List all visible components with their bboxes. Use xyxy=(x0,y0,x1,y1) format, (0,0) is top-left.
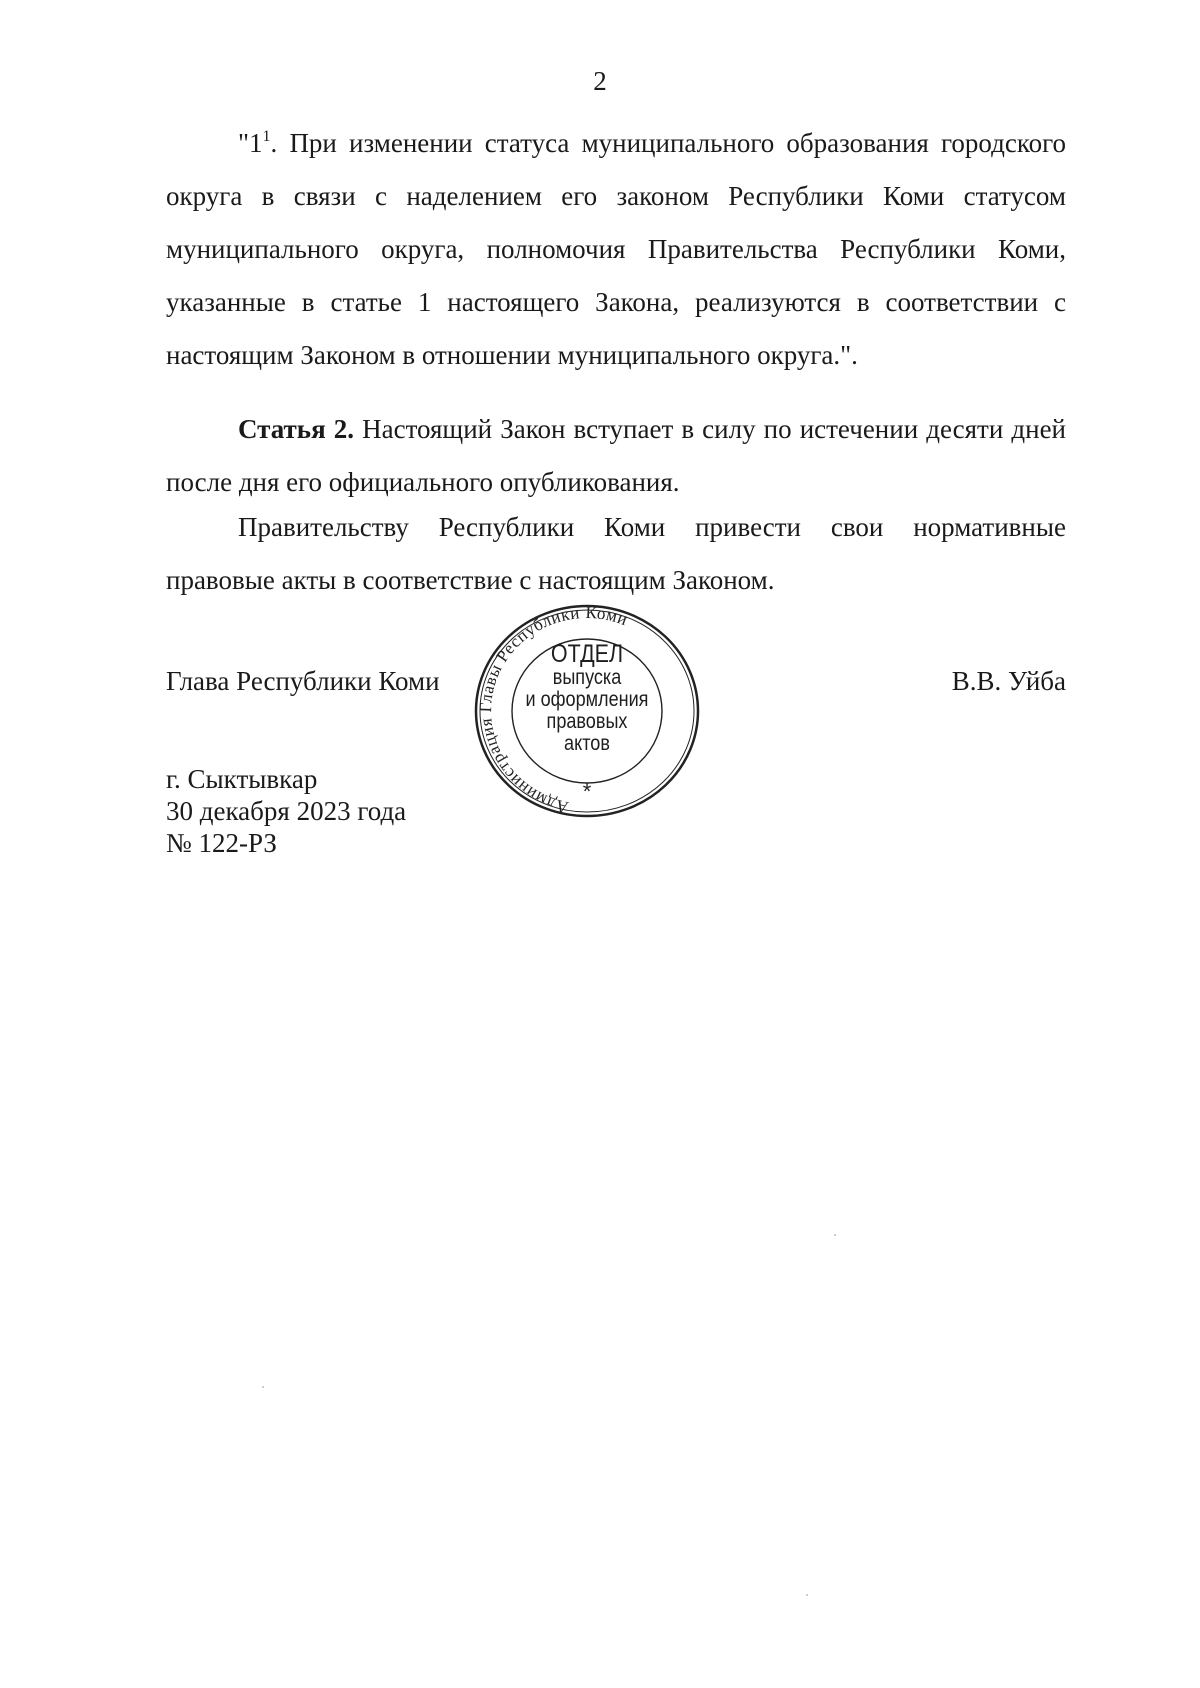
stamp-line-1: ОТДЕЛ xyxy=(550,640,624,668)
place-of-signing: г. Сыктывкар xyxy=(166,764,318,794)
stamp-center-text xyxy=(488,641,686,755)
scan-speck xyxy=(806,1594,808,1596)
law-number: № 122-РЗ xyxy=(166,828,277,858)
document-footer xyxy=(166,763,406,859)
signing-date: 30 декабря 2023 года xyxy=(166,796,407,826)
stamp-line-5: актов xyxy=(564,732,610,755)
stamp-line-2: выпуска xyxy=(552,666,622,689)
stamp-star: * xyxy=(582,779,592,804)
signatory-name: В.В. Уйба xyxy=(951,666,1066,696)
paragraph-amendment-prefix: "1 xyxy=(238,128,263,158)
paragraph-amendment-text: . При изменении статуса муниципального образования городского округа в связи с наделением его законом Республики Коми статусом муниципального округа, полномочия Правительства Республики Коми, указанные в статье 1 настоящего Закона, реализуются в соответствии с настоящим Законом в отношении муниципального округа.". xyxy=(166,128,1066,370)
paragraph-government-instruction: Правительству Республики Коми привести свои нормативные правовые акты в соответствие с настоящим Законом. xyxy=(166,512,1066,595)
official-stamp xyxy=(472,601,702,819)
superscript-one: 1 xyxy=(262,128,271,145)
scan-speck xyxy=(262,1386,264,1388)
paragraph-article-2 xyxy=(166,403,1066,509)
page-number: 2 xyxy=(593,66,607,96)
scan-speck xyxy=(834,1234,836,1236)
stamp-line-4: правовых xyxy=(546,710,628,733)
stamp-line-3: и оформления xyxy=(525,688,649,711)
article-2-text: Настоящий Закон вступает в силу по истечении десяти дней после дня его официального опубликования. xyxy=(166,414,1066,497)
article-2-label: Статья 2. xyxy=(238,414,355,444)
stamp-ring-text: Администрация Главы Республики Коми xyxy=(475,602,631,818)
signatory-position: Глава Республики Коми xyxy=(166,666,440,696)
paragraph-amendment xyxy=(166,117,1066,382)
